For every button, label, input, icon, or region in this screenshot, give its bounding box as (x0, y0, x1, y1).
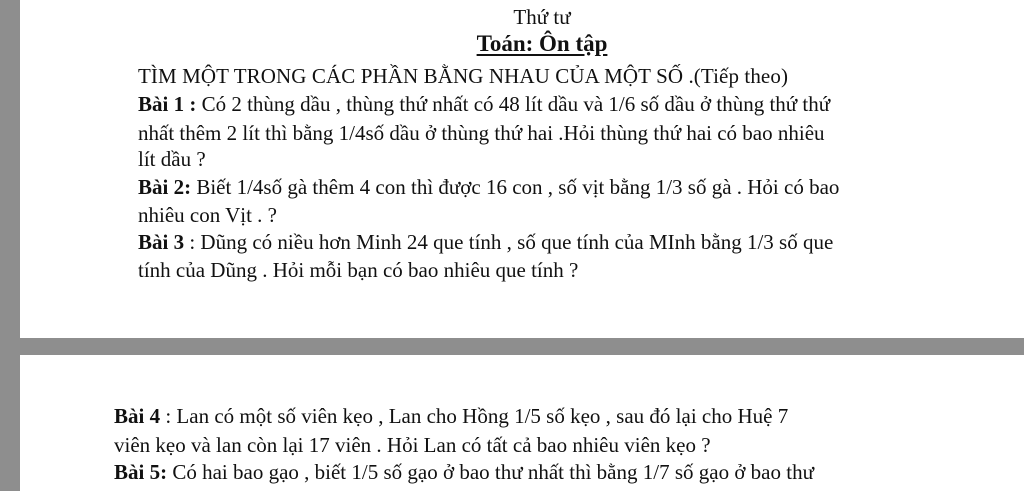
exercise-5-label: Bài 5: (114, 460, 168, 484)
exercise-1-label: Bài 1 : (138, 92, 197, 116)
exercise-1-text-1: Có 2 thùng dầu , thùng thứ nhất có 48 lít dầu và 1/6 số dầu ở thùng thứ thứ (201, 92, 831, 116)
exercise-2-label: Bài 2: (138, 175, 192, 199)
exercise-2-text-1: Biết 1/4số gà thêm 4 con thì được 16 con , số vịt bằng 1/3 số gà . Hỏi có bao (196, 175, 840, 199)
exercise-1-line-2: nhất thêm 2 lít thì bằng 1/4số dầu ở thùng thứ hai .Hỏi thùng thứ hai có bao nhiêu (138, 121, 825, 145)
exercise-3-line-1 (138, 229, 833, 255)
exercise-3-text-1: : Dũng có niều hơn Minh 24 que tính , số que tính của MInh bằng 1/3 số que (189, 230, 834, 254)
exercise-3-line-2: tính của Dũng . Hỏi mỗi bạn có bao nhiêu que tính ? (138, 258, 579, 282)
exercise-2-line-1 (138, 174, 839, 200)
exercise-3-label: Bài 3 (138, 230, 185, 254)
day-heading: Thứ tư (513, 5, 571, 29)
worksheet-page-2 (20, 355, 1024, 491)
exercise-4-label: Bài 4 (114, 404, 161, 428)
exercise-4-line-1 (114, 403, 788, 429)
worksheet-page-1 (20, 0, 1024, 338)
exercise-2-line-2: nhiêu con Vịt . ? (138, 203, 278, 227)
exercise-1-line-1 (138, 91, 830, 117)
exercise-5-text-1: Có hai bao gạo , biết 1/5 số gạo ở bao thư nhất thì bằng 1/7 số gạo ở bao thư (172, 460, 814, 484)
exercise-4-line-2: viên kẹo và lan còn lại 17 viên . Hỏi Lan có tất cả bao nhiêu viên kẹo ? (114, 433, 711, 457)
exercise-1-line-3: lít dầu ? (138, 147, 206, 171)
topic-heading: TÌM MỘT TRONG CÁC PHẦN BẰNG NHAU CỦA MỘT SỐ .(Tiếp theo) (138, 64, 789, 88)
exercise-4-text-1: : Lan có một số viên kẹo , Lan cho Hồng 1/5 số kẹo , sau đó lại cho Huệ 7 (165, 404, 789, 428)
subject-title: Toán: Ôn tập (476, 31, 608, 56)
exercise-5-line-1 (114, 459, 814, 485)
